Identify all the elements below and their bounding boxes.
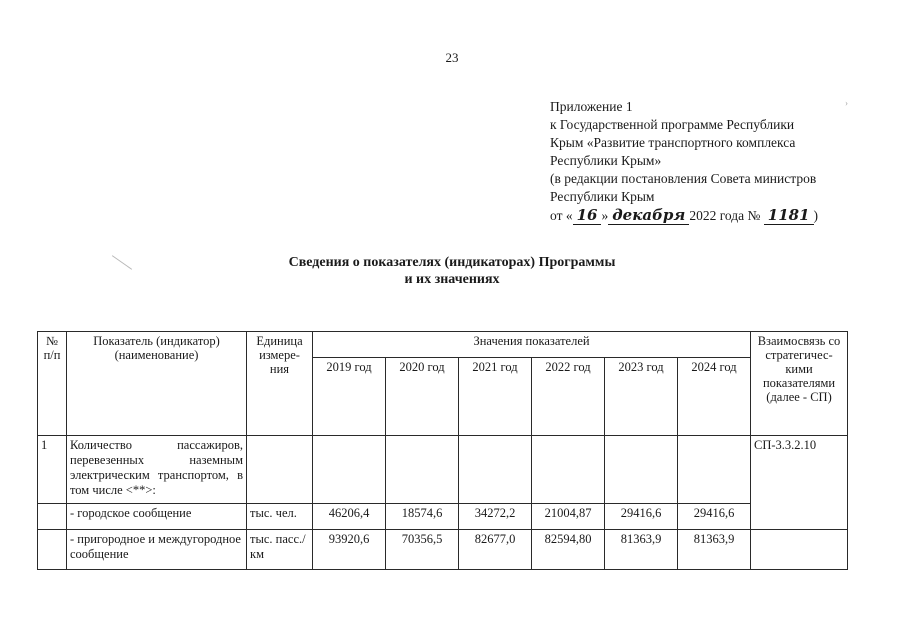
row-value: 70356,5 [386,530,459,570]
appendix-line-2: к Государственной программе Республики [550,117,795,132]
row-value: 81363,9 [605,530,678,570]
handwritten-day: 16 [573,206,602,225]
row-value: 82594,80 [532,530,605,570]
row-value [605,436,678,504]
row-unit: тыс. чел. [247,504,313,530]
row-value: 93920,6 [313,530,386,570]
header-values-group: Значения показателей [313,332,751,358]
date-mid: » [601,208,609,223]
header-num: № п/п [38,332,67,436]
handwritten-number: 1181 [764,206,814,225]
row-num [38,530,67,570]
row-num: 1 [38,436,67,504]
appendix-block [550,98,870,225]
header-year: 2023 год [605,358,678,436]
row-indicator: - городское сообщение [67,504,247,530]
row-value [386,436,459,504]
header-year: 2021 год [459,358,532,436]
scan-mark-corner: › [845,98,848,108]
header-unit: Единица измере-ния [247,332,313,436]
page-number: 23 [445,50,459,65]
title-line-2: и их значениях [404,272,500,287]
date-prefix: от « [550,208,573,223]
appendix-line-4: Республики Крым» [550,153,662,168]
row-value [532,436,605,504]
document-title [0,254,904,288]
table-row [38,530,848,570]
row-unit [247,436,313,504]
row-value [678,436,751,504]
row-link: СП-3.3.2.10 [751,436,848,530]
header-year: 2020 год [386,358,459,436]
row-value: 46206,4 [313,504,386,530]
row-value: 29416,6 [605,504,678,530]
row-value [459,436,532,504]
close-paren: ) [813,208,819,223]
header-year: 2019 год [313,358,386,436]
row-value: 34272,2 [459,504,532,530]
header-link: Взаимосвязь со стратегичес-кими показателями (далее - СП) [751,332,848,436]
row-value: 18574,6 [386,504,459,530]
header-year: 2024 год [678,358,751,436]
row-indicator: - пригородное и междугородное сообщение [67,530,247,570]
header-indicator: Показатель (индикатор) (наименование) [67,332,247,436]
header-row-1 [38,332,848,358]
resolution-date-line [550,206,870,225]
row-value: 29416,6 [678,504,751,530]
header-year: 2022 год [532,358,605,436]
appendix-line-1: Приложение 1 [550,99,633,114]
row-link [751,530,848,570]
title-line-1: Сведения о показателях (индикаторах) Программы [288,255,616,270]
row-value: 81363,9 [678,530,751,570]
indicators-table [37,331,848,570]
row-indicator: Количество пассажиров, перевезенных наземным электрическим транспортом, в том числе <**>: [67,436,247,504]
table-row [38,504,848,530]
row-unit: тыс. пасс./км [247,530,313,570]
appendix-line-3: Крым «Развитие транспортного комплекса [550,135,796,150]
appendix-line-5: (в редакции постановления Совета министров [550,171,817,186]
row-num [38,504,67,530]
table-row [38,436,848,504]
appendix-line-6: Республики Крым [550,189,655,204]
row-value: 21004,87 [532,504,605,530]
year-text: 2022 года № [689,208,761,223]
row-value [313,436,386,504]
handwritten-month: декабря [608,206,689,225]
row-value: 82677,0 [459,530,532,570]
